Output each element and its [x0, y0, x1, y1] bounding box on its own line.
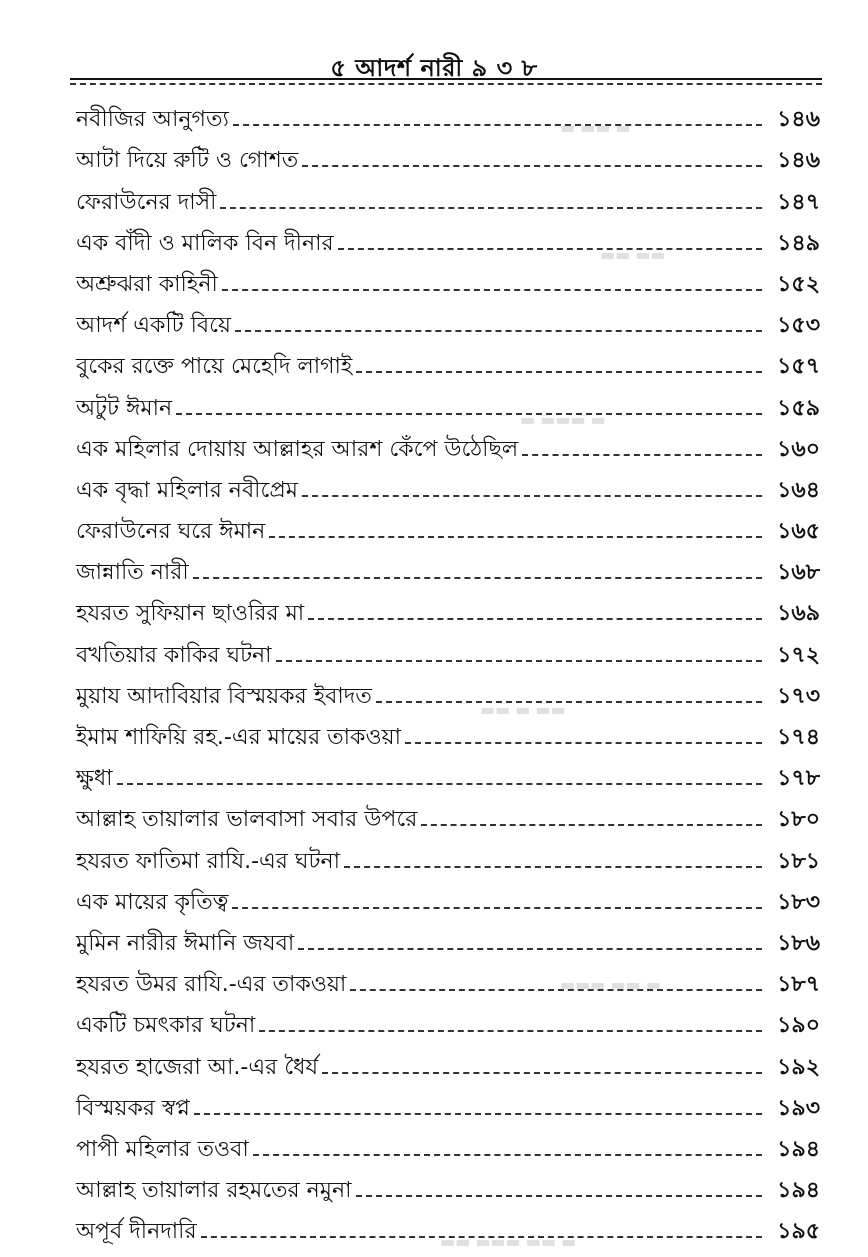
toc-entry-page-number: ১৮১ [777, 848, 820, 874]
header-page-number: ৩ ৮ [496, 54, 538, 82]
toc-entry-page-number: ১৯৪ [777, 1178, 820, 1204]
dot-leader [522, 454, 762, 456]
bleed-through-mark: ▬▬ ▬▬▬ ▬▬ ▬ [440, 1232, 577, 1251]
toc-entry-page-number: ১৪৬ [777, 148, 820, 174]
toc-entry-title: অশ্রুঝরা কাহিনী [76, 271, 218, 297]
header-ornament-left: ৫ [330, 54, 347, 82]
toc-entry-title: নবীজির আনুগত্য [76, 107, 229, 133]
toc-entry [76, 998, 820, 1039]
toc-entry [76, 504, 820, 545]
toc-entry-title: আল্লাহ তায়ালার ভালবাসা সবার উপরে [76, 807, 418, 833]
toc-entry-page-number: ১৫২ [777, 271, 820, 297]
toc-entry [76, 380, 820, 421]
toc-entry-page-number: ১৬৪ [777, 477, 820, 503]
dot-leader [259, 1030, 762, 1032]
dot-leader [232, 907, 762, 909]
header-title: আদর্শ নারী [355, 54, 463, 82]
toc-entry-title: এক বাঁদী ও মালিক বিন দীনার [76, 230, 334, 256]
toc-entry [76, 875, 820, 916]
dot-leader [269, 536, 762, 538]
toc-entry [76, 710, 820, 751]
toc-entry-page-number: ১৯৩ [777, 1095, 820, 1121]
dot-leader [350, 989, 762, 991]
toc-entry [76, 792, 820, 833]
header-ornament-right: ৯ [471, 54, 488, 82]
toc-entry-page-number: ১৪৯ [777, 230, 820, 256]
toc-entry-title: ফেরাউনের ঘরে ঈমান [76, 519, 266, 545]
toc-entry-page-number: ১৭৮ [777, 766, 820, 792]
toc-entry-page-number: ১৬৫ [777, 519, 820, 545]
toc-entry-page-number: ১৯২ [777, 1054, 820, 1080]
toc-entry-title: এক মায়ের কৃতিত্ব [76, 889, 229, 915]
dot-leader [376, 701, 762, 703]
toc-entry [76, 298, 820, 339]
dot-leader [322, 1072, 762, 1074]
toc-entry [76, 669, 820, 710]
toc-entry [76, 422, 820, 463]
toc-entry-title: অপূর্ব দীনদারি [76, 1219, 197, 1245]
toc-entry-page-number: ১৯৪ [777, 1136, 820, 1162]
dot-leader [298, 948, 762, 950]
toc-entry-title: হযরত সুফিয়ান ছাওরির মা [76, 601, 305, 627]
toc-entry-page-number: ১৫৯ [777, 395, 820, 421]
toc-entry-page-number: ১৭৪ [777, 725, 820, 750]
dot-leader [194, 1113, 762, 1115]
header-dashed-rule [70, 83, 822, 85]
toc-entry-page-number: ১৬৮ [777, 560, 820, 586]
toc-entry-title: আল্লাহ তায়ালার রহমতের নমুনা [76, 1178, 352, 1204]
toc-entry-title: বিস্ময়কর স্বপ্ন [76, 1095, 190, 1121]
toc-entry-page-number: ১৮৭ [777, 972, 820, 998]
toc-entry-page-number: ১৪৬ [777, 107, 820, 133]
header-rule [70, 78, 822, 80]
dot-leader [421, 824, 762, 826]
toc-entry [76, 545, 820, 586]
toc-entry-title: ইমাম শাফিয়ি রহ.-এর মায়ের তাকওয়া [76, 725, 401, 750]
dot-leader [344, 866, 762, 868]
dot-leader [302, 495, 762, 497]
toc-entry [76, 133, 820, 174]
dot-leader [222, 289, 762, 291]
toc-entry [76, 463, 820, 504]
toc-entry-title: এক বৃদ্ধা মহিলার নবীপ্রেম [76, 477, 298, 503]
toc-entry-title: ফেরাউনের দাসী [76, 189, 217, 215]
toc-entry [76, 1039, 820, 1080]
toc-entry-page-number: ১৮৩ [777, 889, 820, 915]
bleed-through-mark: ▬▬▬ ▬▬ ▬ [560, 975, 661, 994]
dot-leader [253, 1154, 762, 1156]
dot-leader [356, 371, 762, 373]
toc-entry-title: ক্ষুধা [76, 766, 113, 792]
toc-entry-title: আটা দিয়ে রুটি ও গোশত [76, 148, 299, 174]
dot-leader [338, 248, 762, 250]
dot-leader [220, 207, 762, 209]
toc-entry [76, 216, 820, 257]
toc-entry-title: বুকের রক্তে পায়ে মেহেদি লাগাই [76, 354, 353, 380]
toc-entry-title: হযরত উমর রাযি.-এর তাকওয়া [76, 972, 347, 998]
toc-entry [76, 257, 820, 298]
dot-leader [356, 1195, 762, 1197]
toc-entry [76, 92, 820, 133]
toc-entry-page-number: ১৭২ [777, 642, 820, 668]
toc-entry-title: আদর্শ একটি বিয়ে [76, 313, 231, 339]
toc-entry-title: হযরত ফাতিমা রাযি.-এর ঘটনা [76, 848, 340, 874]
toc-entry-title: একটি চমৎকার ঘটনা [76, 1013, 256, 1039]
dot-leader [193, 577, 762, 579]
dot-leader [276, 660, 762, 662]
toc-entry [76, 174, 820, 215]
toc-entry [76, 751, 820, 792]
toc-entry-title: হযরত হাজেরা আ.-এর ধৈর্য [76, 1054, 319, 1080]
dot-leader [233, 124, 762, 126]
toc-entry-page-number: ১৯৫ [777, 1219, 820, 1245]
toc-entry [76, 833, 820, 874]
toc-entry-title: পাপী মহিলার তওবা [76, 1136, 249, 1162]
dot-leader [176, 413, 762, 415]
toc-entry-page-number: ১৫৭ [777, 354, 820, 380]
toc-entry-page-number: ১৭৩ [777, 683, 820, 709]
dot-leader [117, 783, 762, 785]
toc-entry-title: মুয়ায আদাবিয়ার বিস্ময়কর ইবাদত [76, 683, 372, 709]
toc-entry-page-number: ১৮০ [777, 807, 820, 833]
dot-leader [235, 330, 762, 332]
toc-entry-page-number: ১৬৯ [777, 601, 820, 627]
toc-entry [76, 339, 820, 380]
toc-entry-page-number: ১৮৬ [777, 930, 820, 956]
toc-entry-title: অটুট ঈমান [76, 395, 173, 421]
dot-leader [308, 618, 762, 620]
toc-entry [76, 916, 820, 957]
dot-leader [302, 165, 762, 167]
toc-entry-page-number: ১৪৭ [777, 189, 820, 215]
toc-entry-title: জান্নাতি নারী [76, 560, 189, 586]
table-of-contents [76, 92, 820, 1245]
toc-entry [76, 586, 820, 627]
bleed-through-mark: ▬▬ ▬▬ [600, 245, 666, 264]
bleed-through-mark: ▬▬ ▬ ▬▬ [480, 700, 566, 719]
toc-entry [76, 1122, 820, 1163]
toc-entry-title: এক মহিলার দোয়ায় আল্লাহর আরশ কেঁপে উঠেছিল [76, 436, 519, 462]
toc-entry [76, 1081, 820, 1122]
toc-entry-page-number: ১৬০ [777, 436, 820, 462]
toc-entry [76, 957, 820, 998]
toc-entry [76, 627, 820, 668]
bleed-through-mark: ▬ ▬▬ ▬ [560, 118, 631, 137]
toc-entry-page-number: ১৯০ [777, 1013, 820, 1039]
toc-entry-page-number: ১৫৩ [777, 313, 820, 339]
toc-entry [76, 1163, 820, 1204]
toc-entry-title: বখতিয়ার কাকির ঘটনা [76, 642, 272, 668]
toc-entry-title: মুমিন নারীর ঈমানি জযবা [76, 930, 295, 956]
dot-leader [405, 742, 762, 744]
bleed-through-mark: ▬ ▬▬▬ ▬ [520, 410, 606, 429]
